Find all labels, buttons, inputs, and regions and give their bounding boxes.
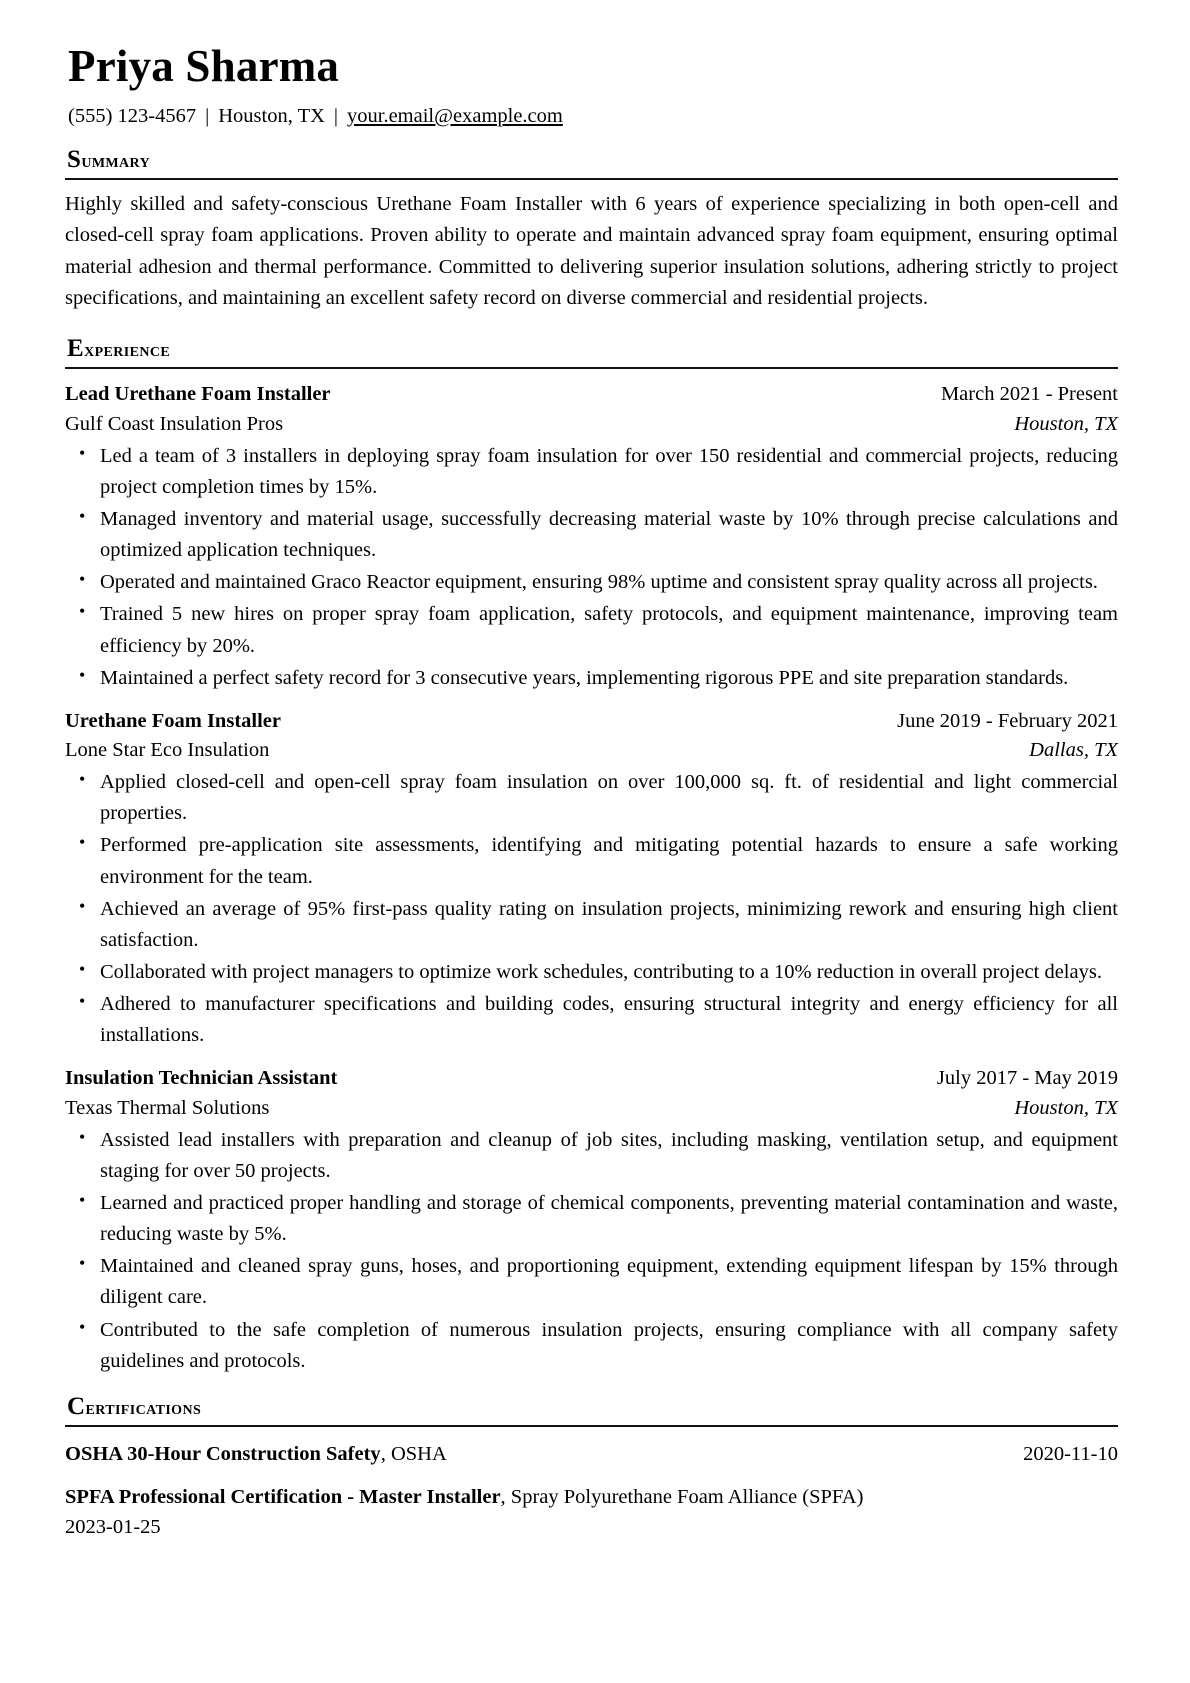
section-title-rest: xperience bbox=[84, 339, 171, 362]
contact-separator-1: | bbox=[205, 104, 210, 127]
experience-bullet: • Adhered to manufacturer specifications and building codes, ensuring structural integrity and energy efficiency for all installations. bbox=[65, 989, 1118, 1051]
experience-bullet: • Assisted lead installers with preparation and cleanup of job sites, including masking, ventilation setup, and equipment staging for over 50 projects. bbox=[65, 1125, 1118, 1187]
certification-issuer: , Spray Polyurethane Foam Alliance (SPFA) bbox=[500, 1485, 864, 1508]
experience-title-row bbox=[65, 380, 1118, 409]
resume-header bbox=[65, 42, 1118, 130]
experience-bullet: • Operated and maintained Graco Reactor equipment, ensuring 98% uptime and consistent spray quality across all projects. bbox=[65, 567, 1118, 598]
experience-dates: July 2017 - May 2019 bbox=[936, 1067, 1118, 1090]
experience-bullet: • Achieved an average of 95% first-pass quality rating on insulation projects, minimizing rework and ensuring high client satisfaction. bbox=[65, 894, 1118, 956]
section-certifications bbox=[65, 1392, 1118, 1543]
contact-line bbox=[65, 103, 1118, 131]
experience-bullet: • Performed pre-application site assessments, identifying and mitigating potential hazards to ensure a safe working environment for the team. bbox=[65, 830, 1118, 892]
summary-text: Highly skilled and safety-conscious Urethane Foam Installer with 6 years of experience specializing in both open-cell and closed-cell spray foam applications. Proven ability to operate and maintain advanced spray foam equipment, ensuring optimal material adhesion and thermal performance. Committed to delivering superior insulation solutions, adhering strictly to project specifications, and maintaining an excellent safety record on diverse commercial and residential projects. bbox=[65, 193, 1118, 309]
experience-bullet: • Contributed to the safe completion of numerous insulation projects, ensuring compliance with all company safety guidelines and protocols. bbox=[65, 1315, 1118, 1377]
section-title-experience bbox=[65, 334, 1118, 364]
experience-bullet: • Led a team of 3 installers in deploying spray foam insulation for over 150 residential and commercial projects, reducing project completion times by 15%. bbox=[65, 441, 1118, 503]
experience-bullet: • Managed inventory and material usage, successfully decreasing material waste by 10% through precise calculations and optimized application techniques. bbox=[65, 504, 1118, 566]
contact-email-link[interactable]: your.email@example.com bbox=[347, 104, 563, 127]
experience-company-row bbox=[65, 1094, 1118, 1123]
certification-text bbox=[65, 1486, 863, 1508]
experience-title-row bbox=[65, 707, 1118, 736]
experience-company: Lone Star Eco Insulation bbox=[65, 738, 270, 761]
certification-list bbox=[65, 1439, 1118, 1543]
experience-location: Houston, TX bbox=[1014, 1096, 1118, 1119]
certification-date: 2020-11-10 bbox=[1023, 1442, 1118, 1465]
section-title-initial: E bbox=[67, 335, 85, 363]
experience-bullet-list bbox=[65, 1125, 1118, 1377]
certification-text bbox=[65, 1439, 1003, 1470]
experience-location: Houston, TX bbox=[1014, 412, 1118, 435]
section-title-rest: ummary bbox=[81, 150, 151, 173]
experience-job-title: Urethane Foam Installer bbox=[65, 709, 281, 732]
experience-dates: June 2019 - February 2021 bbox=[897, 709, 1118, 732]
experience-job-title: Insulation Technician Assistant bbox=[65, 1067, 338, 1090]
experience-bullet: • Learned and practiced proper handling and storage of chemical components, preventing material contamination and waste, reducing waste by 5%. bbox=[65, 1188, 1118, 1250]
experience-entry bbox=[65, 380, 1118, 693]
experience-bullet-list bbox=[65, 441, 1118, 694]
section-title-rest: ertifications bbox=[85, 1396, 202, 1419]
contact-separator-2: | bbox=[333, 104, 339, 127]
section-title-summary bbox=[65, 145, 1118, 175]
experience-title-row bbox=[65, 1064, 1118, 1093]
experience-company-row bbox=[65, 736, 1118, 765]
experience-location: Dallas, TX bbox=[1029, 738, 1118, 761]
experience-job-title: Lead Urethane Foam Installer bbox=[65, 383, 331, 406]
experience-bullet: • Maintained and cleaned spray guns, hoses, and proportioning equipment, extending equipment lifespan by 15% through diligent care. bbox=[65, 1251, 1118, 1313]
section-title-initial: S bbox=[67, 146, 82, 174]
experience-company-row bbox=[65, 410, 1118, 439]
certification-name: OSHA 30-Hour Construction Safety bbox=[65, 1442, 381, 1465]
certification-item bbox=[65, 1482, 1118, 1544]
experience-dates: March 2021 - Present bbox=[940, 383, 1118, 406]
certification-item bbox=[65, 1439, 1118, 1470]
certification-name: SPFA Professional Certification - Master Installer bbox=[65, 1485, 501, 1508]
contact-location: Houston, TX bbox=[218, 104, 325, 127]
experience-bullet: • Trained 5 new hires on proper spray foam application, safety protocols, and equipment maintenance, improving team efficiency by 20%. bbox=[65, 599, 1118, 661]
experience-bullet: • Applied closed-cell and open-cell spray foam insulation on over 100,000 sq. ft. of residential and light commercial properties. bbox=[65, 767, 1118, 829]
experience-entry-list bbox=[65, 380, 1118, 1377]
section-rule bbox=[65, 178, 1118, 180]
experience-company: Gulf Coast Insulation Pros bbox=[65, 412, 284, 435]
certification-date: 2023-01-25 bbox=[65, 1516, 161, 1539]
experience-company: Texas Thermal Solutions bbox=[65, 1096, 270, 1119]
certification-issuer: , OSHA bbox=[380, 1442, 447, 1465]
experience-entry bbox=[65, 1064, 1118, 1376]
section-title-certifications bbox=[65, 1392, 1118, 1422]
experience-bullet-list bbox=[65, 767, 1118, 1051]
section-rule bbox=[65, 367, 1118, 369]
experience-entry bbox=[65, 707, 1118, 1052]
candidate-name: Priya Sharma bbox=[68, 41, 340, 91]
experience-bullet: • Collaborated with project managers to optimize work schedules, contributing to a 10% reduction in overall project delays. bbox=[65, 957, 1118, 988]
section-experience bbox=[65, 334, 1118, 1377]
section-title-initial: C bbox=[67, 1392, 86, 1420]
section-summary bbox=[65, 145, 1118, 314]
experience-bullet: • Maintained a perfect safety record for 3 consecutive years, implementing rigorous PPE and site preparation standards. bbox=[65, 663, 1118, 694]
contact-phone: (555) 123-4567 bbox=[68, 104, 197, 127]
section-rule bbox=[65, 1425, 1118, 1427]
